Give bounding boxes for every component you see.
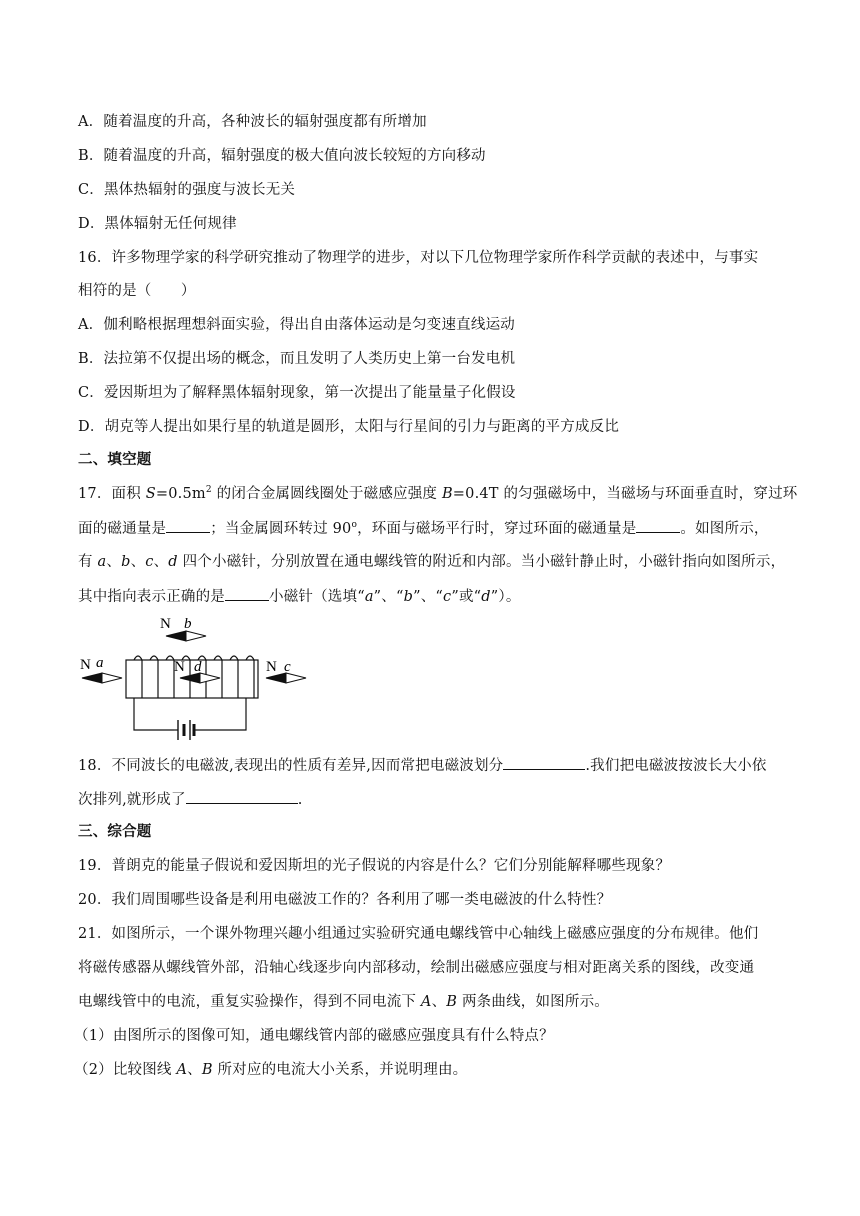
q18-line2: 次排列,就形成了 . [78, 789, 303, 810]
needle-d-label: d [194, 659, 202, 675]
q16-stem-line1: 16．许多物理学家的科学研究推动了物理学的进步，对以下几位物理学家所作科学贡献的表述中，与事实 [78, 250, 759, 266]
compass-needle-b [166, 631, 206, 641]
q15-option-b: B．随着温度的升高，辐射强度的极大值向波长较短的方向移动 [78, 148, 486, 164]
q16-option-a: A．伽利略根据理想斜面实验，得出自由落体运动是匀变速直线运动 [78, 317, 515, 333]
q16-option-d: D．胡克等人提出如果行星的轨道是圆形，太阳与行星间的引力与距离的平方成反比 [78, 419, 620, 435]
q21-subquestion-1: （1）由图所示的图像可知，通电螺线管内部的磁感应强度具有什么特点？ [74, 1028, 554, 1044]
needle-a-label: a [96, 655, 104, 671]
q15-option-c: C．黑体热辐射的强度与波长无关 [78, 182, 296, 198]
needle-a-N-label: N [80, 657, 91, 673]
q17-line3: 有 a、b、c、d 四个小磁针，分别放置在通电螺线管的附近和内部。当小磁针静止时，小磁针指向如图所示， [78, 554, 786, 570]
coil-turn [134, 656, 142, 698]
wire-left [134, 698, 174, 730]
q18-blank-1 [503, 755, 585, 770]
wire-right [196, 698, 246, 730]
q17-line4: 其中指向表示正确的是 小磁针（选填“a”、“b”、“c”或“d”）。 [78, 586, 521, 607]
q20-text: 20．我们周围哪些设备是利用电磁波工作的？各利用了哪一类电磁波的什么特性？ [78, 892, 612, 908]
q15-option-d: D．黑体辐射无任何规律 [78, 216, 237, 232]
coil-turn [150, 656, 158, 698]
q17-blank-3 [225, 586, 269, 601]
needle-d-N-label: N [174, 659, 185, 675]
q18-blank-2 [186, 789, 298, 804]
needle-b-label: b [184, 616, 192, 632]
q19-text: 19．普朗克的能量子假说和爱因斯坦的光子假说的内容是什么？它们分别能解释哪些现象？ [78, 858, 671, 874]
needle-c-label: c [284, 659, 291, 675]
needle-b-N-label: N [160, 616, 171, 632]
q21-line1: 21．如图所示，一个课外物理兴趣小组通过实验研究通电螺线管中心轴线上磁感应强度的分布规律。他们 [78, 926, 759, 942]
q21-subquestion-2: （2）比较图线 A、B 所对应的电流大小关系，并说明理由。 [74, 1062, 468, 1078]
q17-blank-1 [166, 518, 210, 533]
section-comprehensive-title: 三、综合题 [78, 824, 152, 840]
section-fill-in-title: 二、填空题 [78, 452, 152, 468]
q17-blank-2 [636, 518, 680, 533]
battery-symbol [174, 720, 196, 740]
solenoid-figure [70, 612, 320, 742]
q17-line1: 17．面积 $S=0.5m^2$ 的闭合金属圆线圈处于磁感应强度 B=0.4T 的匀强磁场中，当磁场与环面垂直时，穿过环 [78, 485, 798, 502]
q16-stem-line2: 相符的是（ ） [78, 283, 196, 299]
coil-turn [230, 656, 238, 698]
q16-option-c: C．爱因斯坦为了解释黑体辐射现象，第一次提出了能量量子化假设 [78, 385, 516, 401]
coil-turn [246, 656, 254, 698]
coil-turn [166, 656, 174, 698]
q18-line1: 18．不同波长的电磁波,表现出的性质有差异,因而常把电磁波划分 .我们把电磁波按波长大小依 [78, 755, 767, 776]
q17-line2: 面的磁通量是 ；当金属圆环转过 90$^o$，环面与磁场平行时，穿过环面的磁通量是 。如图所示， [78, 520, 769, 537]
q21-line3: 电螺线管中的电流，重复实验操作，得到不同电流下 A、B 两条曲线，如图所示。 [78, 994, 609, 1010]
q21-line2: 将磁传感器从螺线管外部，沿轴心线逐步向内部移动，绘制出磁感应强度与相对距离关系的图线，改变通 [78, 960, 755, 976]
q16-option-b: B．法拉第不仅提出场的概念，而且发明了人类历史上第一台发电机 [78, 351, 516, 367]
needle-c-N-label: N [266, 659, 277, 675]
q15-option-a: A．随着温度的升高，各种波长的辐射强度都有所增加 [78, 114, 427, 130]
compass-needle-a [82, 673, 122, 683]
